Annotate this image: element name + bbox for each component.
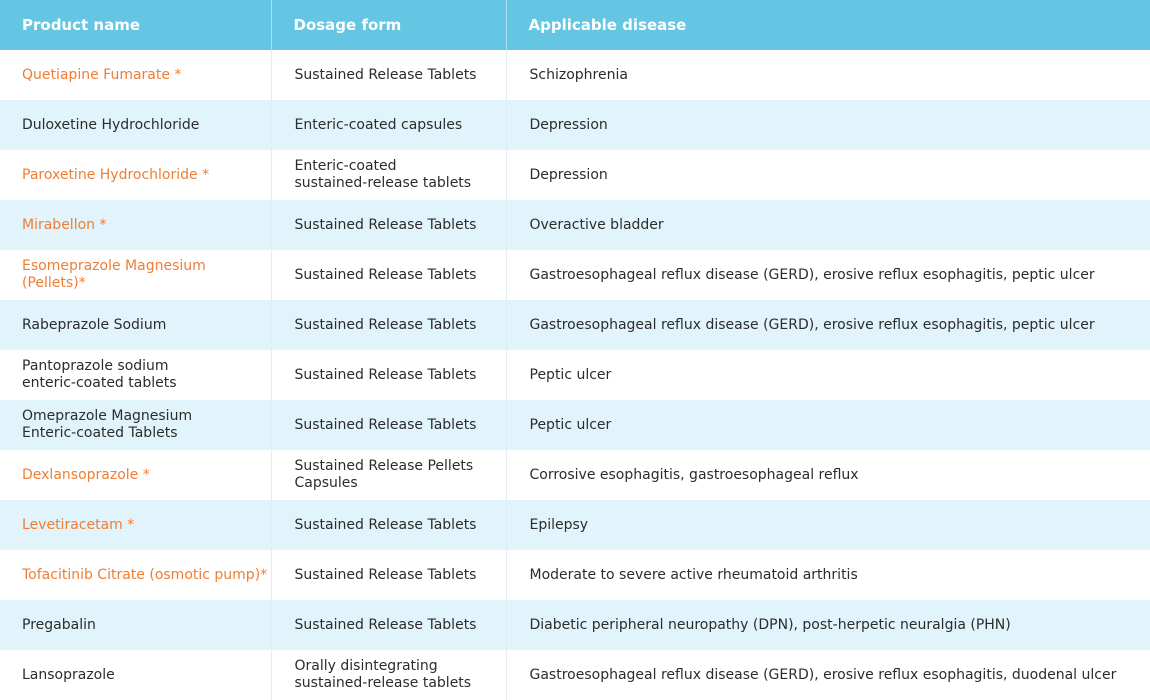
dosage-form-text: Orally disintegrating sustained-release tablets xyxy=(294,658,472,691)
table-row xyxy=(0,200,1150,250)
table-row xyxy=(0,350,1150,400)
applicable-disease-cell xyxy=(506,150,1150,200)
applicable-disease-cell xyxy=(506,450,1150,500)
applicable-disease-cell xyxy=(506,100,1150,150)
applicable-disease-cell xyxy=(506,500,1150,550)
table-header-row xyxy=(0,0,1150,50)
dosage-form-cell xyxy=(271,400,506,450)
dosage-form-text: Sustained Release Tablets xyxy=(294,566,477,583)
dosage-form-text: Sustained Release Tablets xyxy=(294,266,477,283)
applicable-disease-text: Gastroesophageal reflux disease (GERD), erosive reflux esophagitis, duodenal ulcer xyxy=(529,666,1117,683)
dosage-form-text: Sustained Release Tablets xyxy=(294,66,477,83)
header-product-name: Product name xyxy=(0,0,271,50)
applicable-disease-text: Peptic ulcer xyxy=(529,366,612,383)
product-name-text: Pantoprazole sodium enteric-coated tablets xyxy=(22,358,177,391)
dosage-form-text: Sustained Release Tablets xyxy=(294,516,477,533)
dosage-form-cell xyxy=(271,50,506,100)
applicable-disease-text: Moderate to severe active rheumatoid arthritis xyxy=(529,566,858,583)
product-name-text: Esomeprazole Magnesium (Pellets)* xyxy=(22,258,206,291)
applicable-disease-cell xyxy=(506,300,1150,350)
applicable-disease-text: Overactive bladder xyxy=(529,216,664,233)
applicable-disease-cell xyxy=(506,200,1150,250)
product-name-cell xyxy=(0,500,271,550)
table-row xyxy=(0,50,1150,100)
applicable-disease-cell xyxy=(506,550,1150,600)
dosage-form-cell xyxy=(271,450,506,500)
table-row xyxy=(0,600,1150,650)
table-row xyxy=(0,300,1150,350)
dosage-form-cell xyxy=(271,200,506,250)
dosage-form-text: Enteric-coated sustained-release tablets xyxy=(294,158,472,191)
product-name-text: Tofacitinib Citrate (osmotic pump)* xyxy=(22,566,268,583)
product-name-cell xyxy=(0,250,271,300)
header-dosage-form: Dosage form xyxy=(271,0,506,50)
product-name-cell xyxy=(0,50,271,100)
product-name-text: Omeprazole Magnesium Enteric-coated Tablets xyxy=(22,408,193,441)
product-name-cell xyxy=(0,550,271,600)
applicable-disease-cell xyxy=(506,350,1150,400)
table-row xyxy=(0,450,1150,500)
dosage-form-text: Sustained Release Tablets xyxy=(294,316,477,333)
applicable-disease-text: Diabetic peripheral neuropathy (DPN), post-herpetic neuralgia (PHN) xyxy=(529,616,1011,633)
product-name-cell xyxy=(0,650,271,700)
product-name-text: Rabeprazole Sodium xyxy=(22,316,167,333)
product-name-text: Pregabalin xyxy=(22,616,96,633)
table-row xyxy=(0,400,1150,450)
product-name-cell xyxy=(0,300,271,350)
applicable-disease-cell xyxy=(506,650,1150,700)
product-name-text: Paroxetine Hydrochloride * xyxy=(22,166,210,183)
table-row xyxy=(0,650,1150,700)
dosage-form-cell xyxy=(271,150,506,200)
product-name-cell xyxy=(0,150,271,200)
product-name-text: Lansoprazole xyxy=(22,666,115,683)
applicable-disease-text: Corrosive esophagitis, gastroesophageal reflux xyxy=(529,466,859,483)
applicable-disease-text: Depression xyxy=(529,166,608,183)
applicable-disease-text: Schizophrenia xyxy=(529,66,628,83)
product-name-cell xyxy=(0,100,271,150)
applicable-disease-text: Depression xyxy=(529,116,608,133)
dosage-form-cell xyxy=(271,100,506,150)
applicable-disease-text: Peptic ulcer xyxy=(529,416,612,433)
product-name-text: Quetiapine Fumarate * xyxy=(22,66,182,83)
dosage-form-cell xyxy=(271,550,506,600)
dosage-form-text: Sustained Release Tablets xyxy=(294,416,477,433)
table-row xyxy=(0,550,1150,600)
dosage-form-cell xyxy=(271,300,506,350)
product-name-text: Levetiracetam * xyxy=(22,516,135,533)
applicable-disease-text: Epilepsy xyxy=(529,516,589,533)
dosage-form-cell xyxy=(271,350,506,400)
dosage-form-cell xyxy=(271,500,506,550)
applicable-disease-cell xyxy=(506,50,1150,100)
applicable-disease-text: Gastroesophageal reflux disease (GERD), erosive reflux esophagitis, peptic ulcer xyxy=(529,266,1095,283)
dosage-form-cell xyxy=(271,250,506,300)
dosage-form-text: Enteric-coated capsules xyxy=(294,116,463,133)
table-row xyxy=(0,100,1150,150)
table-row xyxy=(0,250,1150,300)
dosage-form-text: Sustained Release Tablets xyxy=(294,216,477,233)
product-name-cell xyxy=(0,200,271,250)
applicable-disease-cell xyxy=(506,400,1150,450)
product-name-cell xyxy=(0,400,271,450)
dosage-form-cell xyxy=(271,650,506,700)
dosage-form-text: Sustained Release Tablets xyxy=(294,366,477,383)
product-name-text: Mirabellon * xyxy=(22,216,107,233)
table-body xyxy=(0,50,1150,700)
applicable-disease-cell xyxy=(506,600,1150,650)
header-applicable-disease: Applicable disease xyxy=(528,16,687,34)
product-name-cell xyxy=(0,350,271,400)
table-row xyxy=(0,500,1150,550)
table-row xyxy=(0,150,1150,200)
applicable-disease-cell xyxy=(506,250,1150,300)
dosage-form-cell xyxy=(271,600,506,650)
dosage-form-text: Sustained Release Tablets xyxy=(294,616,477,633)
product-name-text: Duloxetine Hydrochloride xyxy=(22,116,200,133)
dosage-form-text: Sustained Release Pellets Capsules xyxy=(294,458,474,491)
product-name-text: Dexlansoprazole * xyxy=(22,466,150,483)
product-name-cell xyxy=(0,600,271,650)
applicable-disease-text: Gastroesophageal reflux disease (GERD), erosive reflux esophagitis, peptic ulcer xyxy=(529,316,1095,333)
product-name-cell xyxy=(0,450,271,500)
